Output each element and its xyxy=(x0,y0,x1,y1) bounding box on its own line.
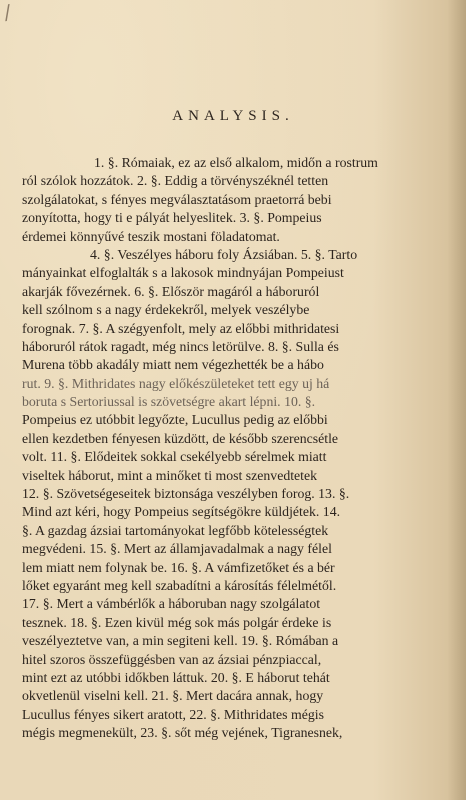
text-line: mégis megmenekült, 23. §. sőt még vejének, Tigranesnek, xyxy=(22,725,343,741)
text-line: 1. §. Rómaiak, ez az első alkalom, midőn a rostrum xyxy=(94,155,378,170)
text-line: megvédeni. 15. §. Mert az államjavadalmak a nagy félel xyxy=(22,541,332,557)
text-line: Pompeius ez utóbbit legyőzte, Lucullus pedig az előbbi xyxy=(22,412,328,428)
text-line: rut. 9. §. Mithridates nagy előkészületeket tett egy uj há xyxy=(22,375,330,391)
text-line: zonyította, hogy ti e pályát helyeslitek. 3. §. Pompeius xyxy=(22,210,322,226)
text-line: §. A gazdag ázsiai tartományokat legfőbb kötelességtek xyxy=(22,522,329,538)
text-line: akarják fővezérnek. 6. §. Először magáról a háboruról xyxy=(22,283,320,299)
text-line: veszélyeztetve van, a min segiteni kell. 19. §. Rómában a xyxy=(22,633,339,649)
text-line: 17. §. Mert a vámbérlők a háboruban nagy szolgálatot xyxy=(22,596,321,612)
text-line: viseltek háborut, mint a minőket ti most szenvedtetek xyxy=(22,467,318,483)
text-line: mányainkat elfoglalták s a lakosok mindnyájan Pompeiust xyxy=(22,265,344,281)
text-line: boruta s Sertoriussal is szövetségre akart lépni. 10. §. xyxy=(22,394,316,410)
text-line: okvetlenül viselni kell. 21. §. Mert dacára annak, hogy xyxy=(22,688,324,704)
text-line: lőket egyaránt meg kell szabadítni a károsítás félelmétől. xyxy=(22,577,337,593)
text-line: háboruról rátok ragadt, még nincs letörülve. 8. §. Sulla és xyxy=(22,338,339,354)
text-line: Lucullus fényes sikert aratott, 22. §. Mithridates mégis xyxy=(22,706,324,722)
text-line: kell szólnom s a nagy érdekekről, melyek veszélybe xyxy=(22,302,310,318)
text-line: érdemei könnyűvé teszik mostani föladatomat. xyxy=(22,228,280,244)
text-line: hitel szoros összefüggésben van az ázsiai pénzpiaccal, xyxy=(22,651,322,667)
analysis-body xyxy=(22,154,466,743)
text-line: 12. §. Szövetségeseitek biztonsága veszélyben forog. 13. §. xyxy=(22,486,350,502)
text-line: lem miatt nem folynak be. 16. §. A vámfizetőket és a bér xyxy=(22,559,335,575)
pencil-mark: / xyxy=(2,0,13,25)
text-line: ellen kezdetben fényesen küzdött, de később szerencsétle xyxy=(22,430,339,446)
text-line: Mind azt kéri, hogy Pompeius segítségökre küldjétek. 14. xyxy=(22,504,341,520)
text-line: volt. 11. §. Elődeitek sokkal csekélyebb sérelmek miatt xyxy=(22,449,327,465)
text-line: Murena több akadály miatt nem végezhették be a hábo xyxy=(22,357,324,373)
text-line: szolgálatokat, s fényes megválasztatásom praetorrá bebi xyxy=(22,191,332,207)
page-heading: ANALYSIS. xyxy=(172,108,294,124)
text-line: tesznek. 18. §. Ezen kivül még sok más polgár érdeke is xyxy=(22,614,332,630)
text-line: mint ezt az utóbbi időkben láttuk. 20. §. E háborut tehát xyxy=(22,669,330,685)
text-line: 4. §. Veszélyes háboru foly Ázsiában. 5. §. Tarto xyxy=(90,246,358,262)
text-line: ról szólok hozzátok. 2. §. Eddig a törvényszéknél tetten xyxy=(22,173,329,189)
text-line: forognak. 7. §. A szégyenfolt, mely az előbbi mithridatesi xyxy=(22,320,340,336)
